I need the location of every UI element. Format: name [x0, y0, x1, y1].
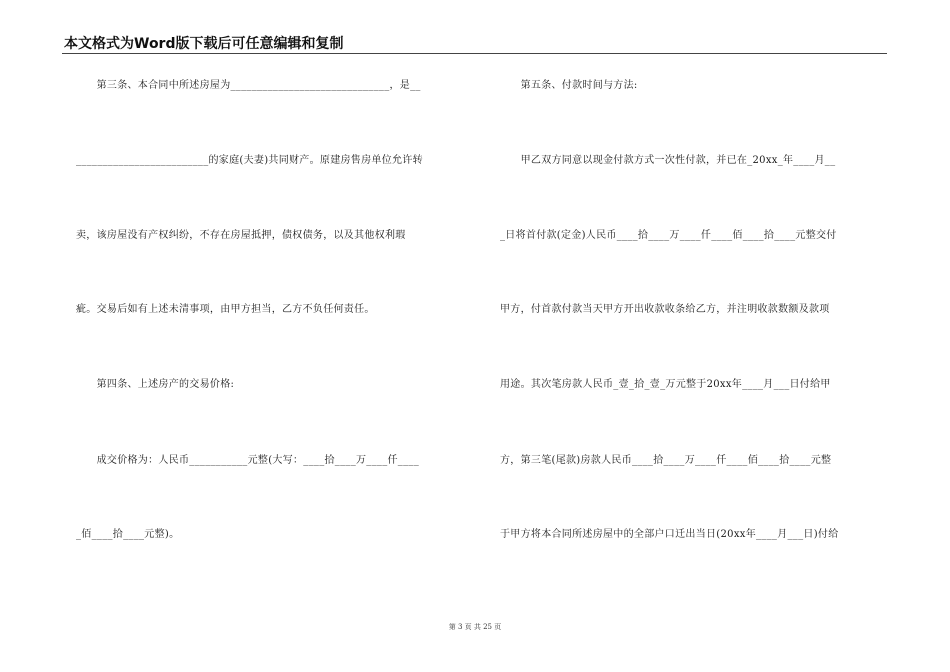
document-banner: 本文格式为Word版下载后可任意编辑和复制 [64, 36, 344, 52]
paragraph-line: 方，第三笔(尾款)房款人民币____拾____万____仟____佰____拾____元整 [500, 455, 832, 466]
paragraph-line: 甲方，付首款付款当天甲方开出收款收条给乙方，并注明收款数额及款项 [500, 304, 830, 315]
paragraph-line: 甲乙双方同意以现金付款方式一次性付款，并已在_20xx_年____月__ [500, 155, 836, 166]
paragraph-line: _佰____拾____元整)。 [76, 529, 180, 540]
paragraph-line: 用途。其次笔房款人民币_壹_拾_壹_万元整于20xx年____月___日付给甲 [500, 379, 831, 390]
paragraph-line: 卖，该房屋没有产权纠纷，不存在房屋抵押，债权债务，以及其他权利瑕 [76, 230, 406, 241]
paragraph-line: _________________________的家庭(夫妻)共同财产。原建房售房单位允许转 [76, 155, 423, 166]
paragraph-line: 第三条、本合同中所述房屋为______________________________，是__ [76, 80, 421, 91]
paragraph-line: 于甲方将本合同所述房屋中的全部户口迁出当日(20xx年____月___日)付给 [500, 529, 839, 540]
header-divider [62, 53, 887, 54]
paragraph-line: _日将首付款(定金)人民币____拾____万____仟____佰____拾____元整交付 [500, 230, 837, 241]
page-number: 第 3 页 共 25 页 [448, 623, 502, 631]
paragraph-line: 成交价格为：人民币___________元整(大写：____拾____万____仟____ [76, 455, 420, 466]
paragraph-line: 第五条、付款时间与方法: [500, 80, 638, 91]
paragraph-line: 疵。交易后如有上述未清事项，由甲方担当，乙方不负任何责任。 [76, 304, 375, 315]
paragraph-line: 第四条、上述房产的交易价格: [76, 379, 235, 390]
